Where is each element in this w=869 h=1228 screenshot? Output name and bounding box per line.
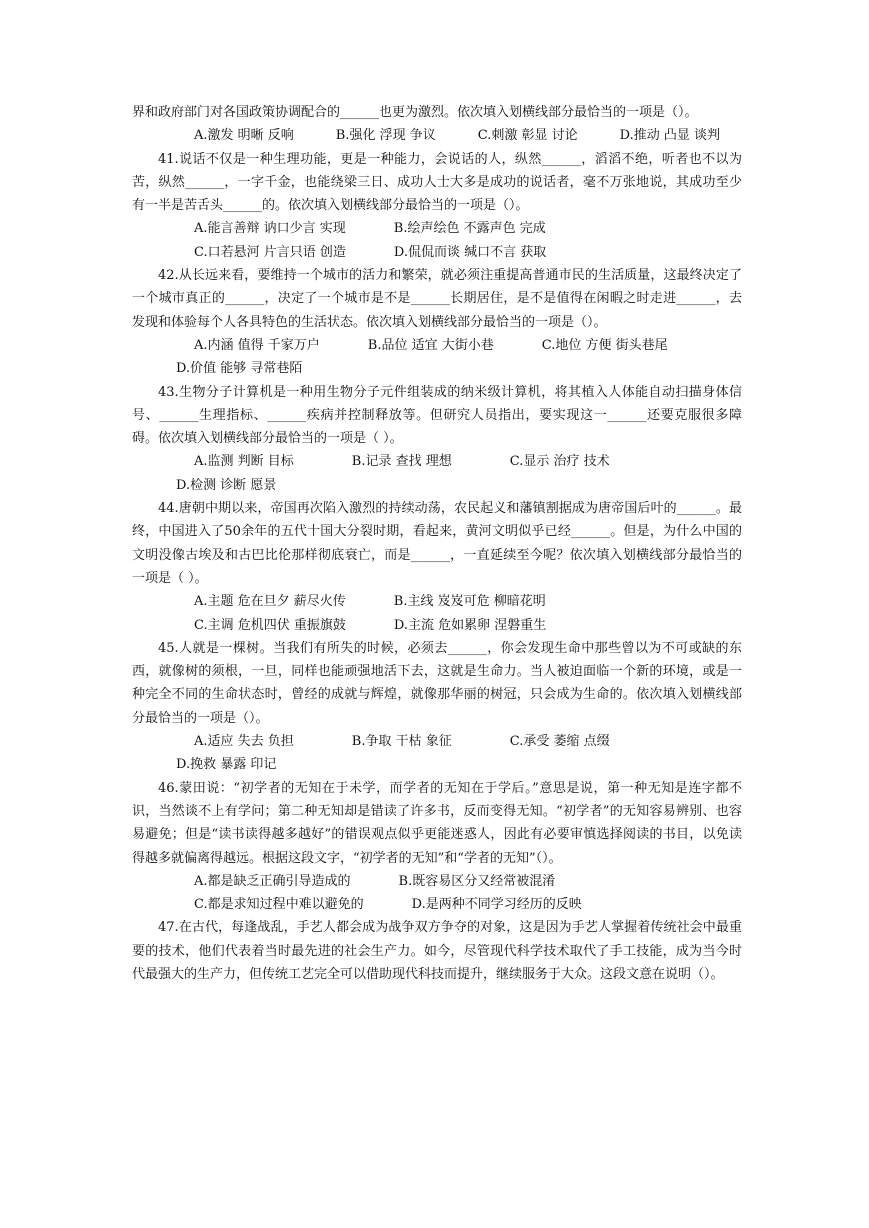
option-a: A.内涵 值得 千家万户 [194,337,320,353]
question-number: 47. [158,920,179,936]
question-number: 41. [158,151,179,167]
question-number: 44. [158,501,179,517]
question-44-stem [132,497,742,590]
option-c: C.主调 危机四伏 重振旗鼓 [194,617,346,633]
option-c: C.刺激 彰显 讨论 [477,128,578,144]
option-d: D.挽救 暴露 印记 [176,757,277,773]
question-45-stem [132,637,742,730]
question-number: 42. [158,268,179,284]
question-42-options [132,334,742,381]
question-44-options [132,590,742,613]
option-b: B.争取 干枯 象征 [351,734,452,750]
question-text: 说话不仅是一种生理功能，更是一种能力，会说话的人，纵然______，滔滔不绝，听者也不以为苦，纵然______，一字千金，也能绕梁三日、成功人士大多是成功的说话者，毫不万张地说，其成功至少有一半是苦舌头______的。依次填入划横线部分最恰当的一项是（）。 [132,151,742,214]
option-d: D.推动 凸显 谈判 [619,128,720,144]
question-43-options [132,450,742,497]
option-a: A.适应 失去 负担 [194,734,294,750]
option-c: C.承受 萎缩 点缀 [509,734,610,750]
option-b: B.既容易区分又经常被混淆 [398,873,556,889]
option-c: C.都是求知过程中难以避免的 [194,897,364,913]
question-number: 43. [158,384,179,400]
option-b: B.强化 浮现 争议 [335,128,436,144]
option-c: C.地位 方便 街头巷尾 [541,337,668,353]
option-d: D.价值 能够 寻常巷陌 [176,361,303,377]
option-a: A.监测 判断 目标 [194,454,294,470]
question-43-stem [132,381,742,451]
question-42-stem [132,264,742,334]
option-a: A.都是缺乏正确引导造成的 [194,873,351,889]
question-text: 唐朝中期以来，帝国再次陷入激烈的持续动荡，农民起义和藩镇割据成为唐帝国后叶的______。最终，中国进入了50余年的五代十国大分裂时期，看起来，黄河文明似乎已经______。但是，为什么中国的文明没像古埃及和古巴比伦那样彻底衰亡，而是______，一直延续至今呢？依次填入划横线部分最恰当的一项是（ ）。 [132,501,742,586]
option-a: A.能言善辩 讷口少言 实现 [194,221,346,237]
option-d: D.是两种不同学习经历的反映 [411,897,582,913]
option-d: D.检测 诊断 愿景 [176,477,277,493]
option-d: D.侃侃而谈 缄口不言 获取 [393,244,547,260]
question-47-stem [132,916,742,986]
option-c: C.口若悬河 片言只语 创造 [194,244,346,260]
option-b: B.品位 适宜 大街小巷 [367,337,494,353]
document-page [132,101,742,986]
option-b: B.绘声绘色 不露声色 完成 [393,221,546,237]
question-41-options [132,217,742,240]
question-46-stem [132,777,742,870]
question-46-options [132,870,742,893]
question-number: 46. [158,780,179,796]
option-c: C.显示 治疗 技术 [509,454,610,470]
option-d: D.主流 危如累卵 涅磐重生 [393,617,547,633]
question-text: 人就是一棵树。当我们有所失的时候，必须去______，你会发现生命中那些曾以为不可或缺的东西，就像树的须根，一旦，同样也能顽强地活下去，这就是生命力。当人被迫面临一个新的环境，或是一种完全不同的生命状态时，曾经的成就与辉煌，就像那华丽的树冠，只会成为生命的。依次填入划横线部分最恰当的一项是（）。 [132,640,742,726]
option-b: B.记录 查找 理想 [351,454,452,470]
question-40-options [132,124,742,147]
question-45-options [132,730,742,777]
question-number: 45. [158,640,179,656]
question-text: 在古代，每逢战乱，手艺人都会成为战争双方争夺的对象，这是因为手艺人掌握着传统社会中最重要的技术，他们代表着当时最先进的社会生产力。如今，尽管现代科学技术取代了手工技能，成为当今时代最强大的生产力，但传统工艺完全可以借助现代科技而提升，继续服务于大众。这段文意在说明（）。 [132,920,742,982]
option-a: A.主题 危在旦夕 薪尽火传 [194,594,346,610]
question-41-stem [132,148,742,218]
question-41-options-2 [132,241,742,264]
question-44-options-2 [132,614,742,637]
question-text: 从长远来看，要维持一个城市的活力和繁荣，就必须注重提高普通市民的生活质量，这最终决定了一个城市真正的______，决定了一个城市是不是______长期居住，是不是值得在闲暇之时走进______，去发现和体验每个人各具特色的生活状态。依次填入划横线部分最恰当的一项是（）。 [132,268,742,330]
option-a: A.激发 明晰 反响 [194,128,294,144]
question-text: 蒙田说：“初学者的无知在于未学，而学者的无知在于学后。”意思是说，第一种无知是连字都不识，当然谈不上有学问；第二种无知却是错读了许多书，反而变得无知。“初学者”的无知容易辨别、也容易避免；但是“读书读得越多越好”的错误观点似乎更能迷惑人，因此有必要审慎选择阅读的书目，以免读得越多就偏离得越远。根据这段文字，“初学者的无知”和“学者的无知”（）。 [132,780,742,866]
question-40-stem: 界和政府部门对各国政策协调配合的______也更为激烈。依次填入划横线部分最恰当的一项是（）。 [132,105,698,120]
question-text: 生物分子计算机是一种用生物分子元件组装成的纳米级计算机，将其植入人体能自动扫描身体信号、______生理指标、______疾病并控制释放等。但研究人员指出，要实现这一______还要克服很多障碍。依次填入划横线部分最恰当的一项是（ ）。 [132,384,742,447]
option-b: B.主线 岌岌可危 柳暗花明 [393,594,546,610]
question-46-options-2 [132,893,742,916]
